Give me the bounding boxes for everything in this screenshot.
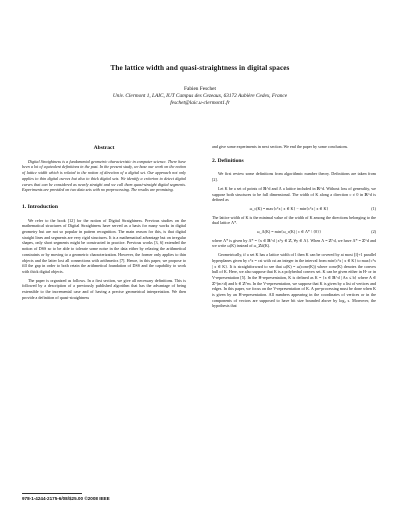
equation-1-body: ω_c(K) = max{cᵀx | x ∈ K} − min{cᵀx | x ∈ K}	[249, 205, 329, 211]
intro-paragraph-1: We refer to the book [12] for the notion of Digital Straightness. Previous studies on the mathematical structures of Digital Straightness have served as a basis for many works in digital geometry but are not so popular in pattern recognition. The main reason for this, is that digital straight lines and segments are very rigid structures. It is a mathematical advantage but on irregular shapes, only short segments might be constructed in practice. Previous works [3, 6] extended the notion of DSS so to be able to tolerate some noise in the data either by relaxing the arithmetical constraints or by moving to a geometric characterization. However, the former only applies to thin objects and the latter lost all connections with arithmetics [7]. Hence, in this paper, we propose to fill the gap in order to both retain the arithmetical foundation of DSS and the capability to work with thick digital objects.	[22, 217, 186, 274]
author-name: Fabien Feschet	[184, 86, 216, 92]
definitions-paragraph-5: Geometrically, if a set K has a lattice width of l then K can be covered by at most ⌊l⌋+1 parallel hyperplanes given by cᵀx = cst with cst an integer in the interval from min{cᵀx | x ∈ K} to max{cᵀx | x ∈ K}. It is straightforward to see that ω(K) = ω(conv(K)) where conv(K) denotes the convex hull of K. Here, we also suppose that K is a polyhedral convex set. K can be given either in H- or in V-representation [5]. In the H-representation, K is defined as K = {x ∈ ℝ^d | Ax ≤ b} where A ∈ ℤ^(m×d) and b ∈ ℤ^m. In the V-representation, we suppose that K is given by a list of vertices and edges. In this paper, we focus on the V-representation of K. A pre-processing must be done when K is given by an H-representation. All numbers appearing in the coordinates of vertices or in the components of vectors are supposed to have bit size bounded above by log₂ s. Moreover, the hypothesis that	[212, 252, 376, 309]
intro-paragraph-2: The paper is organized as follows. In a first section, we give all necessary definitions. This is followed by a description of a previously published algorithm that has the advantage of being extensible to the incremental case and of having a precise geometrical interpretation. We then provide a definition of quasi-straightness	[22, 277, 186, 300]
paper-title: The lattice width and quasi-straightness in digital spaces	[110, 64, 290, 72]
right-column	[212, 144, 376, 312]
equation-1	[212, 206, 376, 212]
left-column	[22, 146, 186, 303]
abstract-heading: Abstract	[93, 145, 115, 151]
equation-2-body: ω_Λ(K) = min{ω_c(K) | c ∈ Λ* \ {0}}	[256, 229, 322, 235]
equation-1-number: (1)	[371, 205, 376, 211]
author-email: feschet@laic.u-clermont1.fr	[170, 100, 230, 107]
definitions-paragraph-4: where Λ* is given by Λ* = {x ∈ ℝ^d | xᵀy ∈ ℤ, ∀y ∈ Λ}. When Λ = ℤ^d, we have Λ* = ℤ^d and we write ω(K) instead of ω_ℤd(K).	[212, 237, 376, 249]
footer-isbn: 978-1-4244-2175-6/08/$25.00 ©2008 IEEE	[22, 496, 110, 501]
author-affiliation: Univ. Clermont 1, LAIC, IUT Campus des Cezeaux, 63172 Aubière Cedex, France	[112, 93, 288, 100]
definitions-paragraph-1: We first review some definitions from algorithmic number theory. Definitions are taken from [2].	[212, 171, 376, 183]
abstract-text: Digital Straightness is a fundamental geometric characteristic in computer science. There have been a lot of equivalent definitions in the past. In the present study, we base our work on the notion of lattice width which is related to the notion of direction of a digital set. Our approach not only applies to thin digital curves but also to thick digital sets. We identify a criterion to detect digital curves that can be considered as nearly straight and we call them quasi-straight digital segments. Experiments are provided on two data sets with no preprocessing. The results are promising.	[22, 158, 186, 193]
author-block	[0, 86, 400, 108]
equation-2-number: (2)	[371, 229, 376, 235]
equation-2	[212, 229, 376, 235]
definitions-paragraph-3: The lattice width of K is the minimal value of the width of K among the directions belonging to the dual lattice Λ*.	[212, 214, 376, 226]
definitions-heading: 2. Definitions	[212, 157, 244, 164]
definitions-paragraph-2: Let K be a set of points of ℝ^d and Λ a lattice included in ℝ^d. Without loss of generality, we suppose both structures to be full dimensional. The width of K along a direction c ≠ 0 in ℝ^d is defined as	[212, 185, 376, 203]
introduction-heading: 1. Introduction	[22, 203, 58, 210]
intro-continuation: and give some experiments in next section. We end the paper by some conclusions.	[212, 144, 349, 149]
footer-rule	[22, 493, 82, 494]
